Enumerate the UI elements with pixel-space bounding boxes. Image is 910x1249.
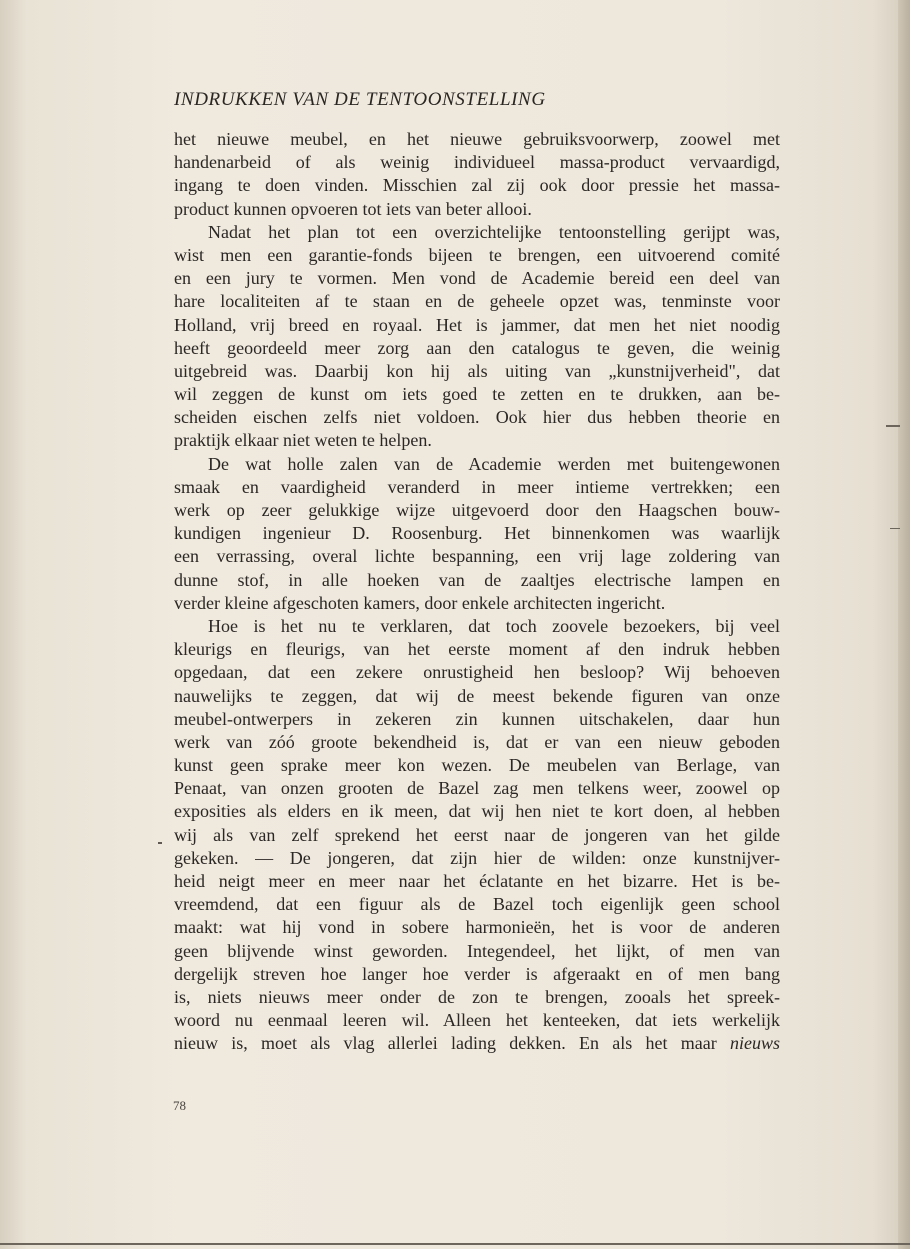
text-line: dergelijk streven hoe langer hoe verder is afgeraakt en of men bang [174,963,780,984]
text-line: Holland, vrij breed en royaal. Het is jammer, dat men het niet noodig [174,314,780,335]
page-number: 78 [173,1098,186,1113]
text-line: scheiden eischen zelfs niet voldoen. Ook hier dus hebben theorie en [174,407,780,428]
text-line: dunne stof, in alle hoeken van de zaaltjes electrische lampen en [174,569,780,590]
text-line: exposities als elders en ik meen, dat wij hen niet te kort doen, al hebben [174,801,780,822]
text-line: wil zeggen de kunst om iets goed te zetten en te drukken, aan be- [174,384,780,405]
text-line: kunst geen sprake meer kon wezen. De meubelen van Berlage, van [174,755,780,776]
text-line: vreemdend, dat een figuur als de Bazel toch eigenlijk geen school [174,894,780,915]
text-line: geen blijvende winst geworden. Integendeel, het lijkt, of men van [174,940,780,961]
text-line: maakt: wat hij vond in sobere harmonieën, het is voor de anderen [174,917,780,938]
text-line: werk op zeer gelukkige wijze uitgevoerd door den Haagschen bouw- [174,500,780,520]
text-line: kleurigs en fleurigs, van het eerste moment af den indruk hebben [174,639,780,660]
bottom-edge-rule [0,1243,910,1245]
text-line: opgedaan, dat een zekere onrustigheid hen besloop? Wij behoeven [174,662,780,683]
text-line: handenarbeid of als weinig individueel massa-product vervaardigd, [174,152,780,173]
text-line: smaak en vaardigheid veranderd in meer intieme vertrekken; een [174,476,780,497]
text-line: het nieuwe meubel, en het nieuwe gebruiksvoorwerp, zoowel met [174,129,780,149]
text-line: product kunnen opvoeren tot iets van beter allooi. [174,198,532,219]
text-line: Hoe is het nu te verklaren, dat toch zoovele bezoekers, bij veel [208,615,780,636]
page-spine-edge [898,0,910,1249]
body-text [174,128,780,1056]
text-line: woord nu eenmaal leeren wil. Alleen het kenteeken, dat iets werkelijk [174,1010,780,1031]
text-line: praktijk elkaar niet weten te helpen. [174,430,432,451]
text-line: wij als van zelf sprekend het eerst naar de jongeren van het gilde [174,824,780,845]
text-line: De wat holle zalen van de Academie werden met buitengewonen [208,453,780,474]
text-line: en een jury te vormen. Men vond de Academie bereid een deel van [174,268,780,289]
text-line: hare localiteiten af te staan en de geheele opzet was, tenminste voor [174,291,780,312]
text-line: werk van zóó groote bekendheid is, dat er van een nieuw geboden [174,731,780,752]
margin-dot [158,842,162,844]
margin-mark [886,425,900,427]
text-line: heid neigt meer en meer naar het éclatante en het bizarre. Het is be- [174,871,780,891]
margin-mark [890,528,900,529]
text-line: nauwelijks te zeggen, dat wij de meest bekende figuren van onze [174,685,780,706]
text-line: wist men een garantie-fonds bijeen te brengen, een uitvoerend comité [174,244,780,265]
text-line: verder kleine afgeschoten kamers, door enkele architecten ingericht. [174,592,666,613]
text-line: heeft geoordeeld meer zorg aan den catalogus te geven, die weinig [174,337,780,358]
text-line: meubel-ontwerpers in zekeren zin kunnen uitschakelen, daar hun [174,708,780,729]
text-line-final-italic: nieuws [729,1033,780,1054]
text-line: Nadat het plan tot een overzichtelijke tentoonstelling gerijpt was, [208,221,780,242]
text-line: kundigen ingenieur D. Roosenburg. Het binnenkomen was waarlijk [174,523,780,544]
text-line-final [174,1032,780,1055]
text-line: gekeken. — De jongeren, dat zijn hier de wilden: onze kunstnijver- [174,847,780,868]
text-line-final-roman: nieuw is, moet als vlag allerlei lading dekken. En als het maar [174,1033,717,1054]
text-line: is, niets nieuws meer onder de zon te brengen, zooals het spreek- [174,986,780,1007]
text-line: uitgebreid was. Daarbij kon hij als uiting van „kunstnijverheid", dat [174,360,780,381]
text-line: ingang te doen vinden. Misschien zal zij ook door pressie het massa- [174,175,780,196]
text-line: een verrassing, overal lichte bespanning, een vrij lage zoldering van [174,546,780,567]
running-head: INDRUKKEN VAN DE TENTOONSTELLING [174,89,546,110]
text-line: Penaat, van onzen grooten de Bazel zag men telkens weer, zoowel op [174,778,780,799]
